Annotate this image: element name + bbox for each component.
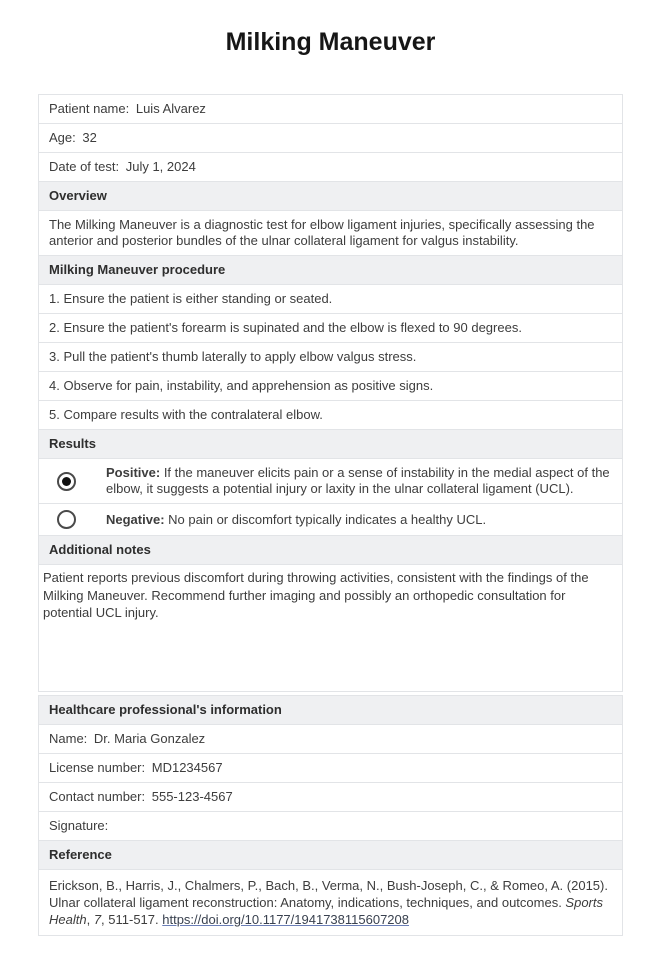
professional-field-row[interactable] <box>38 811 623 841</box>
result-option-text <box>106 512 612 528</box>
result-option-row <box>38 458 623 504</box>
professional-field-row[interactable] <box>38 753 623 783</box>
citation-separator: , <box>86 912 94 928</box>
procedure-step: 4. Observe for pain, instability, and apprehension as positive signs. <box>38 371 623 401</box>
field-value[interactable]: Luis Alvarez <box>135 101 206 117</box>
procedure-step: 1. Ensure the patient is either standing or seated. <box>38 284 623 314</box>
field-label: Date of test: <box>49 159 120 175</box>
document-page <box>0 27 661 936</box>
field-value[interactable]: 32 <box>82 130 97 146</box>
section-heading-procedure: Milking Maneuver procedure <box>38 255 623 285</box>
form-sheet <box>38 94 623 936</box>
section-heading-reference: Reference <box>38 840 623 870</box>
citation-volume: 7 <box>93 912 102 928</box>
field-value[interactable]: July 1, 2024 <box>125 159 196 175</box>
patient-field-row <box>38 152 623 182</box>
field-label: Patient name: <box>49 101 130 117</box>
field-value[interactable]: MD1234567 <box>151 760 223 776</box>
field-label: Age: <box>49 130 76 146</box>
reference-citation <box>38 869 623 936</box>
radio-button[interactable] <box>57 510 76 529</box>
patient-field-row <box>38 123 623 153</box>
field-value[interactable]: Dr. Maria Gonzalez <box>93 731 206 747</box>
citation-journal: Sports Health <box>49 895 603 928</box>
result-option-text <box>106 465 612 497</box>
procedure-step: 5. Compare results with the contralateral elbow. <box>38 400 623 430</box>
section-heading-overview: Overview <box>38 181 623 211</box>
result-option-label: Positive: <box>106 465 161 481</box>
doi-link[interactable]: https://doi.org/10.1177/1941738115607208 <box>162 912 409 928</box>
field-label: Contact number: <box>49 789 146 805</box>
additional-notes-textarea[interactable]: Patient reports previous discomfort during throwing activities, consistent with the findings of the Milking Maneuver. Recommend further imaging and possibly an orthopedic consultation for potential UCL injury. <box>38 564 623 692</box>
section-heading-additional-notes: Additional notes <box>38 535 623 565</box>
result-option-description: No pain or discomfort typically indicates a healthy UCL. <box>168 511 487 527</box>
section-heading-professional: Healthcare professional's information <box>38 695 623 725</box>
overview-text: The Milking Maneuver is a diagnostic test for elbow ligament injuries, specifically assessing the anterior and posterior bundles of the ulnar collateral ligament for valgus instability. <box>38 210 623 256</box>
result-option-row <box>38 503 623 536</box>
professional-field-row[interactable] <box>38 724 623 754</box>
professional-field-row[interactable] <box>38 782 623 812</box>
citation-authors: Erickson, B., Harris, J., Chalmers, P., Bach, B., Verma, N., Bush-Joseph, C., & Romeo, A. (2015). Ulnar collateral ligament reconstruction: Anatomy, indications, techniques, and outcomes. <box>49 878 608 911</box>
field-label: License number: <box>49 760 146 776</box>
procedure-step: 3. Pull the patient's thumb laterally to apply elbow valgus stress. <box>38 342 623 372</box>
result-option-label: Negative: <box>106 511 165 527</box>
field-value[interactable]: 555-123-4567 <box>151 789 233 805</box>
field-label: Name: <box>49 731 88 747</box>
field-label: Signature: <box>49 818 109 834</box>
procedure-step: 2. Ensure the patient's forearm is supinated and the elbow is flexed to 90 degrees. <box>38 313 623 343</box>
result-option-description: If the maneuver elicits pain or a sense of instability in the medial aspect of the elbow, it suggests a potential injury or laxity in the ulnar collateral ligament (UCL). <box>106 465 610 497</box>
page-title: Milking Maneuver <box>225 28 436 56</box>
section-heading-results: Results <box>38 429 623 459</box>
citation-pages: , 511-517. <box>101 912 163 928</box>
patient-field-row <box>38 94 623 124</box>
radio-button[interactable] <box>57 472 76 491</box>
radio-dot <box>62 477 71 486</box>
